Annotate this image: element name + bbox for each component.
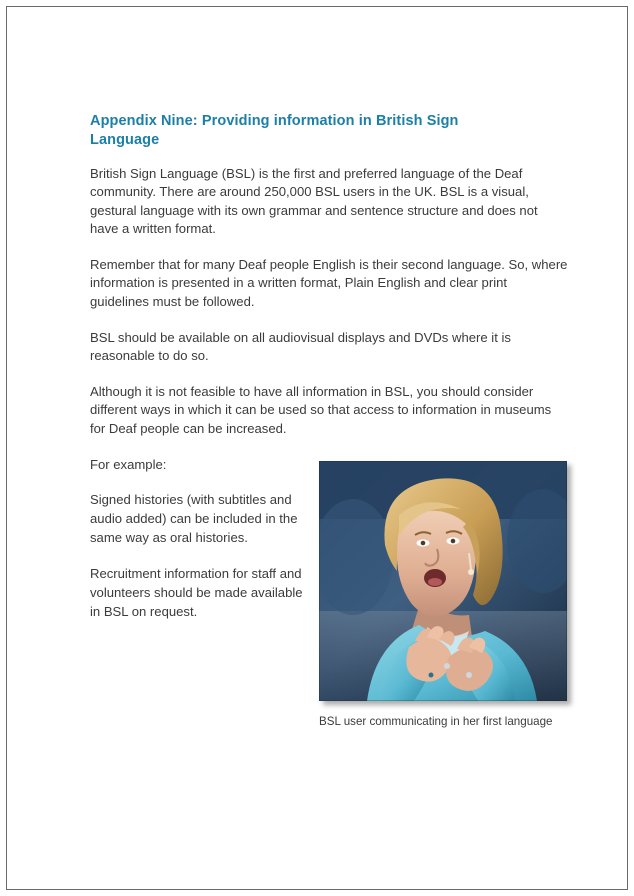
page-content [90,112,572,746]
body-paragraph: Although it is not feasible to have all information in BSL, you should consider different ways in which it can be used so that access to information in museums for Deaf people can be increased. [90,383,552,436]
example-column [90,456,315,623]
page-title: Appendix Nine: Providing information in British Sign Language [90,113,459,149]
example-item: Recruitment information for staff and volunteers should be made available in BSL on request. [90,566,303,620]
body-paragraph: British Sign Language (BSL) is the first and preferred language of the Deaf community. There are around 250,000 BSL users in the UK. BSL is a visual, gestural language with its own grammar and sentence structure and does not have a written format. [90,165,538,237]
body-paragraph: Remember that for many Deaf people English is their second language. So, where information is presented in a written format, Plain English and clear print guidelines must be followed. [90,256,568,310]
body-paragraph: BSL should be available on all audiovisual displays and DVDs where it is reasonable to do so. [90,329,511,364]
example-intro: For example: [90,456,167,472]
photo-bsl-user [319,461,567,701]
figure [319,461,572,729]
figure-caption: BSL user communicating in her first language [319,714,553,728]
photo-frame [319,461,567,701]
example-item: Signed histories (with subtitles and audio added) can be included in the same way as oral histories. [90,492,298,546]
example-and-figure-block [90,456,572,746]
